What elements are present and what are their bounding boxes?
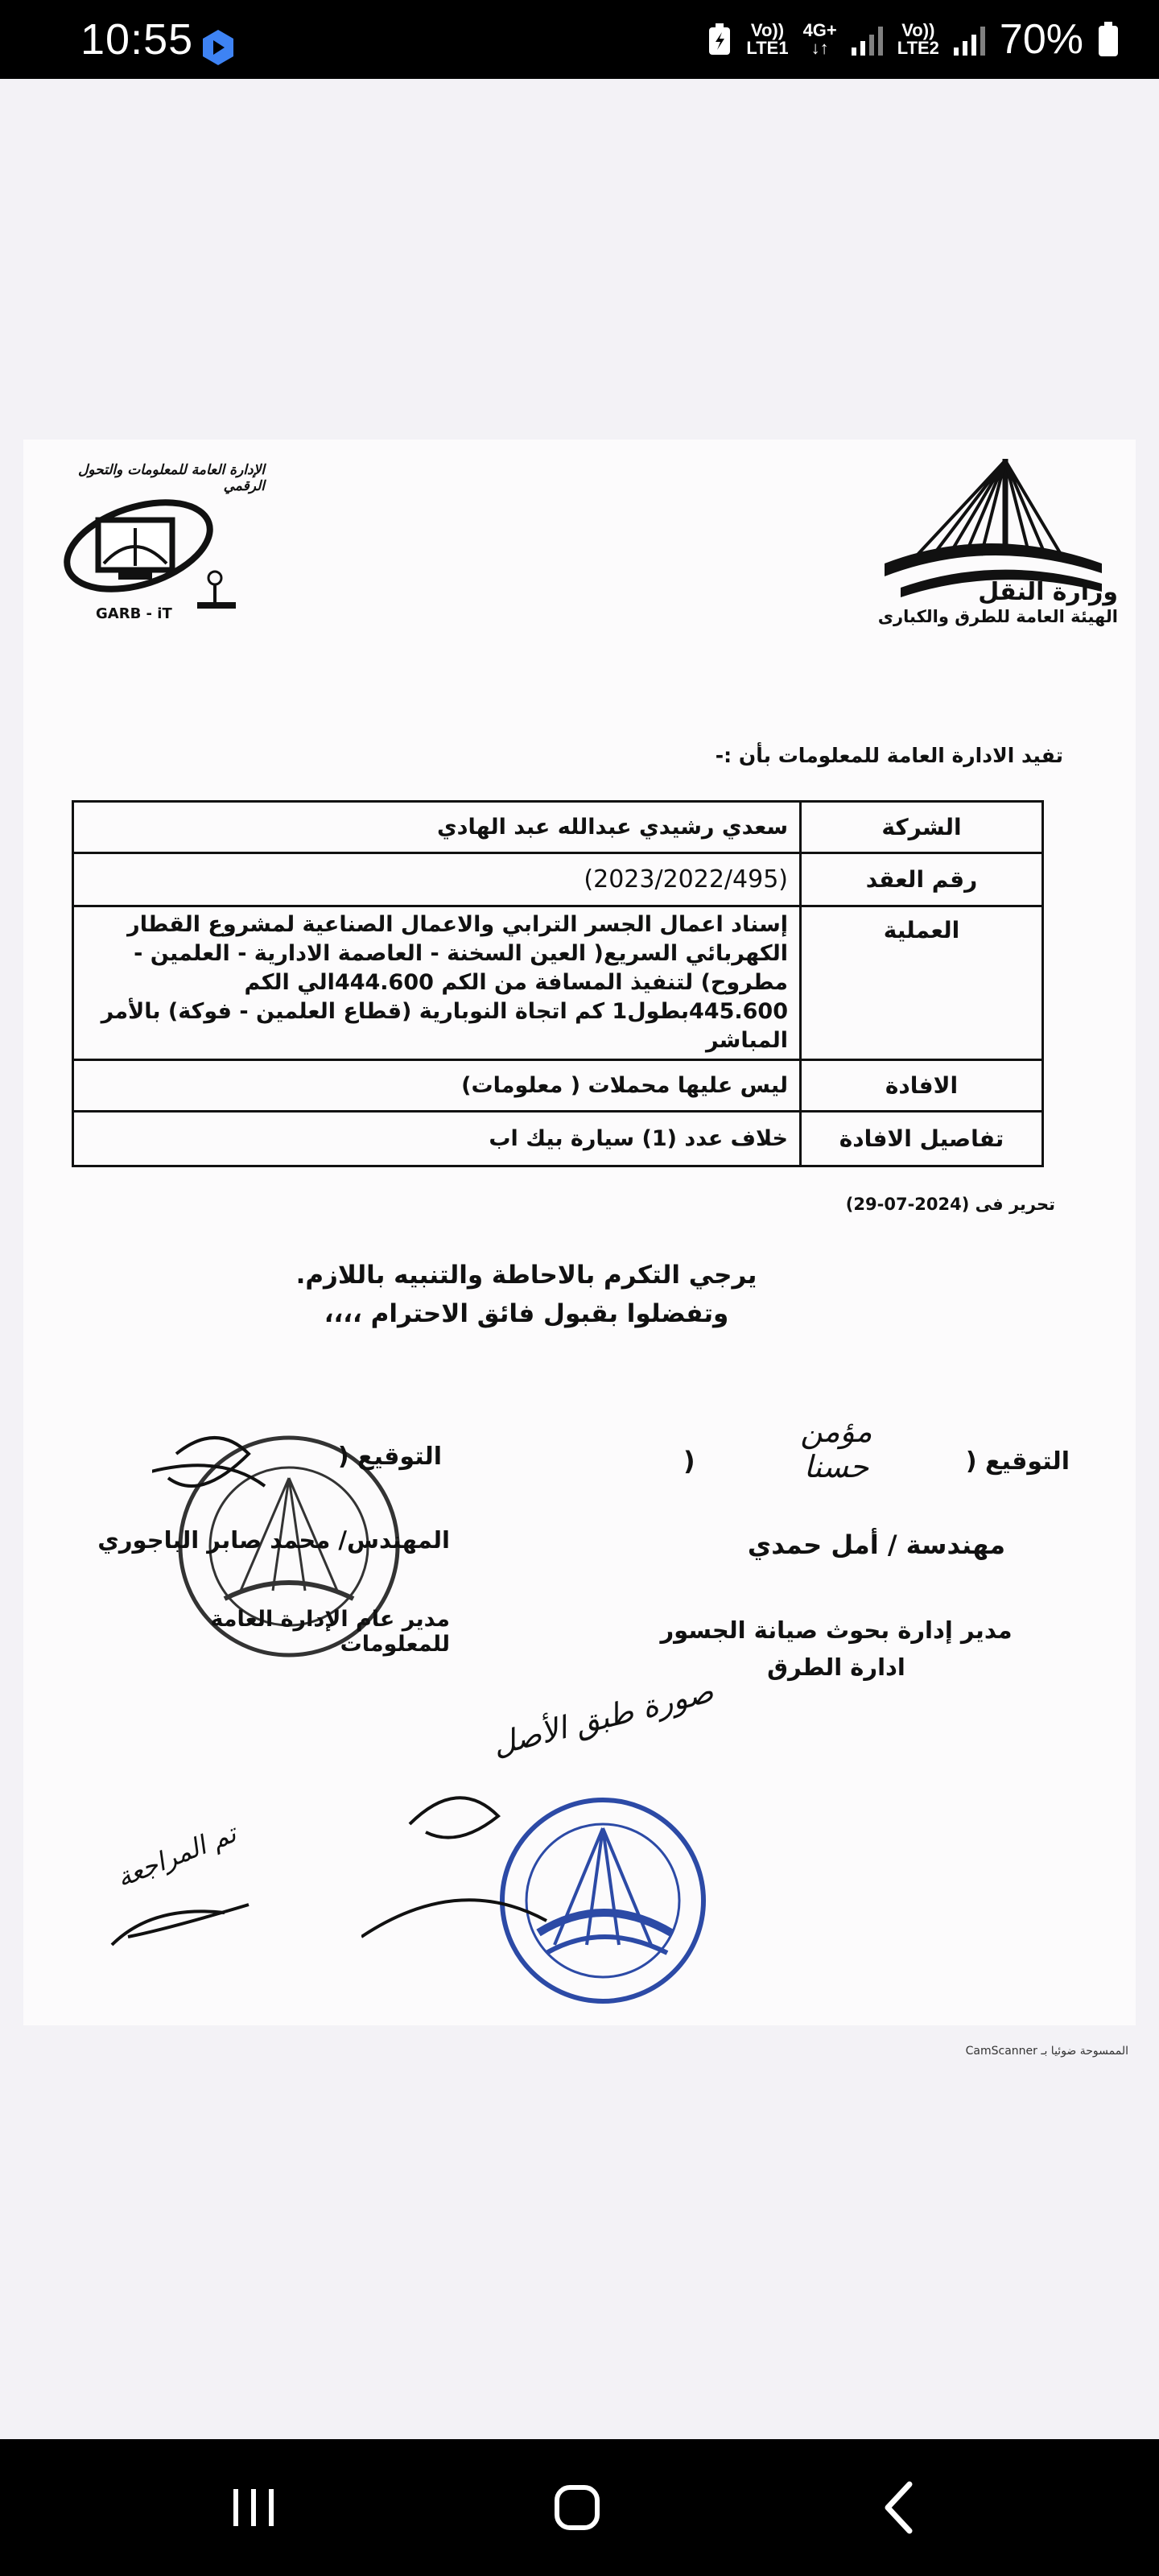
data-arrows-icon: ↓↑: [810, 38, 829, 58]
row-value-company: سعدي رشيدي عبدالله عبد الهادي: [73, 802, 801, 853]
right-logo-authority: الهيئة العامة للطرق والكبارى: [877, 607, 1118, 626]
row-value-contract: (2023/2022/495): [73, 853, 801, 906]
issue-date: تحرير فى (2024-07-29): [845, 1195, 1055, 1214]
row-label-company: الشركة: [801, 802, 1043, 853]
lte1-label: LTE1: [746, 38, 789, 58]
signatory-title-right: مدير إدارة بحوث صيانة الجسور ادارة الطرق: [660, 1616, 1013, 1681]
signature-close-right: ): [683, 1446, 695, 1476]
camscanner-watermark: الممسوحة ضوئيا بـ CamScanner: [965, 2045, 1128, 2058]
lte2-label: LTE2: [897, 38, 939, 58]
volte2-label: Vo)): [901, 20, 935, 40]
closing-line-1: يرجي التكرم بالاحاطة والتنبيه باللازم.: [295, 1261, 757, 1290]
left-logo-caption: الإدارة العامة للمعلومات والتحول الرقمي: [78, 462, 265, 494]
battery-icon: [1098, 22, 1119, 57]
battery-percent: 70%: [999, 16, 1083, 63]
left-logo-label: GARB - iT: [96, 605, 172, 622]
signatory-name-right: مهندسة / أمل حمدي: [747, 1530, 1005, 1560]
recent-apps-icon[interactable]: [217, 2471, 290, 2544]
signatory-title-left: مدير عام الإدارة العامة للمعلومات: [210, 1607, 450, 1657]
signal-strength-2-icon: [954, 23, 985, 56]
signature-label-right: التوقيع (: [965, 1447, 1070, 1476]
status-bar: [0, 0, 1159, 79]
official-stamp-blue-icon: [361, 1728, 748, 2017]
meet-app-icon: [198, 27, 238, 68]
network-type-label: 4G+: [802, 20, 837, 40]
handwritten-copy-note: صورة طبق الأصل: [489, 1673, 717, 1763]
row-label-operation: العملية: [801, 906, 1043, 1060]
row-label-statement: الافادة: [801, 1060, 1043, 1112]
review-signature-icon: [104, 1889, 265, 1953]
data-saver-icon: [707, 23, 732, 56]
row-label-details: تفاصيل الافادة: [801, 1112, 1043, 1166]
clock: 10:55: [80, 15, 194, 64]
document-intro: تفيد الادارة العامة للمعلومات بأن :-: [715, 744, 1063, 767]
table-row: [73, 802, 1043, 853]
row-value-operation: إسناد اعمال الجسر الترابي والاعمال الصناعية لمشروع القطار الكهربائي السريع( العين السخنة - العاصمة الادارية - العلمين - مطروح) لتنفيذ المسافة من الكم 444.600الي الكم 445.600بطول1 كم اتجاة النوبارية (قطاع العلمين - فوكة) بالأمر المباشر: [73, 906, 801, 1060]
document-viewer[interactable]: [0, 79, 1159, 2439]
home-icon[interactable]: [541, 2471, 613, 2544]
signature-label-left: التوقيع (: [337, 1443, 442, 1471]
signal-strength-icon: [852, 23, 883, 56]
navigation-bar: [0, 2439, 1159, 2576]
table-row: [73, 906, 1043, 1060]
table-row: [73, 1112, 1043, 1166]
signatory-name-left: المهندس/ محمد صابر الباجوري: [97, 1526, 450, 1554]
volte1-label: Vo)): [750, 20, 785, 40]
row-value-statement: ليس عليها محملات ( معلومات): [73, 1060, 801, 1112]
back-icon[interactable]: [865, 2471, 938, 2544]
garb-it-logo-icon: [54, 489, 247, 610]
row-label-contract: رقم العقد: [801, 853, 1043, 906]
scanned-document-page: [23, 440, 1136, 2025]
right-logo-ministry: وزارة النقل: [978, 578, 1118, 606]
handwritten-review-note: تم المراجعة: [112, 1818, 241, 1893]
closing-line-2: وتفضلوا بقبول فائق الاحترام ،،،،: [324, 1299, 729, 1328]
table-row: [73, 853, 1043, 906]
table-row: [73, 1060, 1043, 1112]
certificate-table: [72, 800, 1044, 1167]
signature-handwriting-right: مؤمن حسنا: [800, 1414, 872, 1484]
row-value-details: خلاف عدد (1) سيارة بيك اب: [73, 1112, 801, 1166]
